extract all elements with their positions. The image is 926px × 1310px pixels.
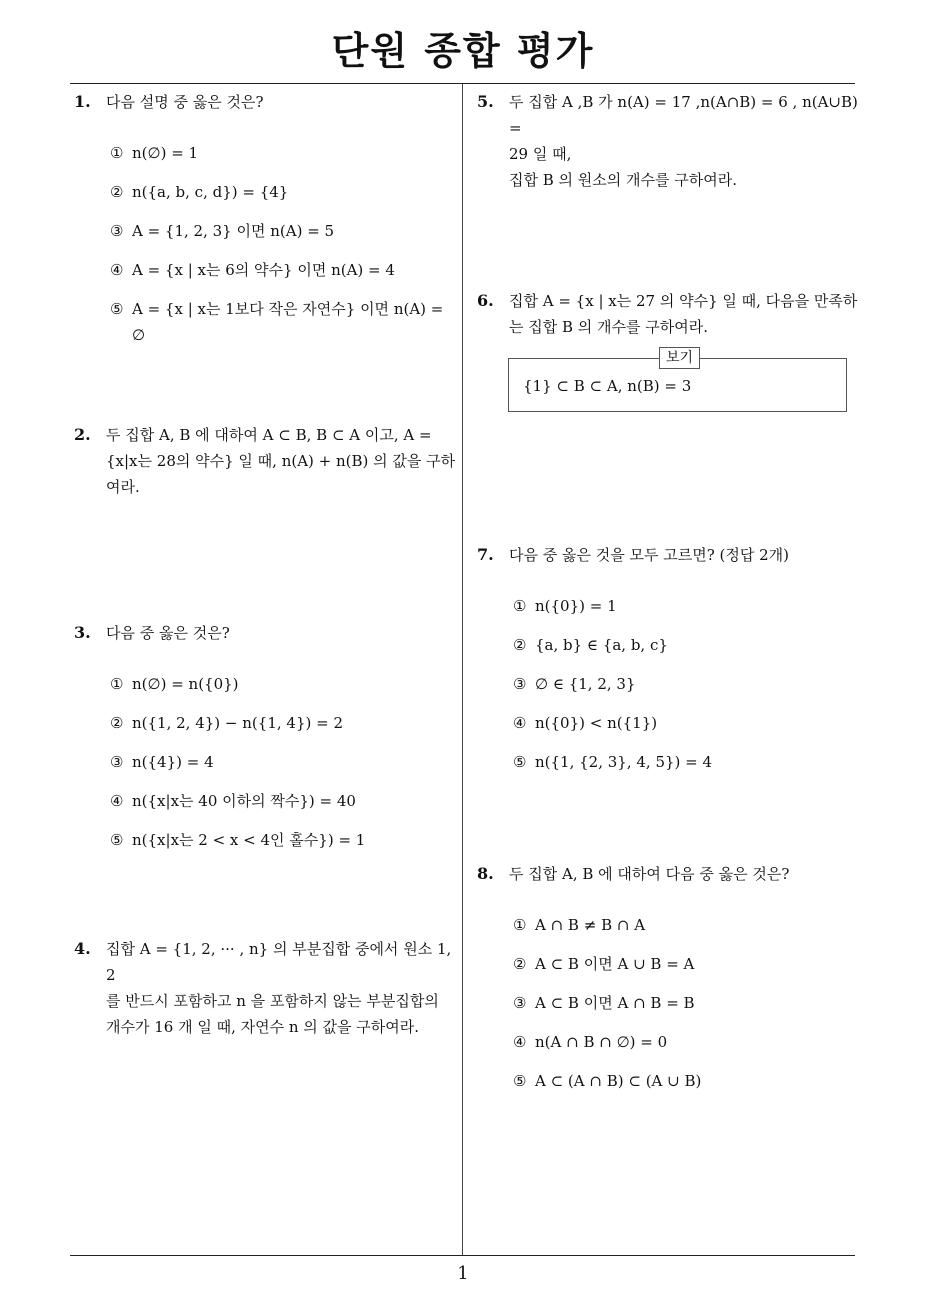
option-3[interactable] <box>110 749 456 775</box>
question-1 <box>74 89 456 348</box>
question-text <box>509 89 861 193</box>
question-line: 집합 A = {1, 2, ··· , n} 의 부분집합 중에서 원소 1, 2 <box>106 940 452 984</box>
option-text: n(∅) = 1 <box>132 144 199 162</box>
option-mark: ③ <box>513 994 527 1012</box>
option-text: ∅ ∈ {1, 2, 3} <box>535 675 636 693</box>
option-text: n(A ∩ B ∩ ∅) = 0 <box>535 1033 668 1051</box>
question-text: 두 집합 A, B 에 대하여 다음 중 옳은 것은? <box>509 865 790 883</box>
option-4[interactable] <box>110 257 456 283</box>
option-list <box>74 671 456 853</box>
option-1[interactable] <box>513 593 861 619</box>
option-2[interactable] <box>513 632 861 658</box>
option-mark: ① <box>513 916 527 934</box>
question-line: 는 집합 B 의 개수를 구하여라. <box>509 318 709 336</box>
option-text: n({x|x는 2 < x < 4인 홀수}) = 1 <box>132 831 366 849</box>
question-5 <box>477 89 861 193</box>
option-5[interactable] <box>110 296 456 348</box>
question-text <box>106 422 456 500</box>
option-mark: ④ <box>110 792 124 810</box>
option-4[interactable] <box>110 788 456 814</box>
question-text: 다음 설명 중 옳은 것은? <box>106 93 264 111</box>
question-line: 를 반드시 포함하고 n 을 포함하지 않는 부분집합의 <box>106 992 439 1010</box>
option-5[interactable] <box>513 1068 861 1094</box>
option-text: n({1, {2, 3}, 4, 5}) = 4 <box>535 753 713 771</box>
question-number: 4. <box>74 939 91 958</box>
question-line: 두 집합 A ,B 가 n(A) = 17 ,n(A∩B) = 6 , n(A∪B) = <box>509 93 858 137</box>
question-6 <box>477 288 861 340</box>
question-line: {x|x는 28의 약수} 일 때, n(A) + n(B) 의 값을 구하 <box>106 452 456 470</box>
question-number: 6. <box>477 291 494 310</box>
option-mark: ④ <box>513 1033 527 1051</box>
option-text: A = {x | x는 1보다 작은 자연수} 이면 n(A) = ∅ <box>132 300 444 344</box>
option-text: A = {1, 2, 3} 이면 n(A) = 5 <box>132 222 335 240</box>
option-5[interactable] <box>513 749 861 775</box>
question-number: 2. <box>74 425 91 444</box>
option-5[interactable] <box>110 827 456 853</box>
option-text: A ∩ B ≠ B ∩ A <box>535 916 646 934</box>
option-text: A ⊂ B 이면 A ∩ B = B <box>535 994 695 1012</box>
option-list <box>74 140 456 348</box>
option-text: A ⊂ B 이면 A ∪ B = A <box>535 955 695 973</box>
option-mark: ③ <box>110 222 124 240</box>
option-3[interactable] <box>513 671 861 697</box>
option-2[interactable] <box>513 951 861 977</box>
option-text: n({a, b, c, d}) = {4} <box>132 183 289 201</box>
option-mark: ① <box>513 597 527 615</box>
question-3 <box>74 620 456 853</box>
option-text: n({1, 2, 4}) − n({1, 4}) = 2 <box>132 714 343 732</box>
option-1[interactable] <box>110 140 456 166</box>
page-title: 단원 종합 평가 <box>331 29 595 73</box>
question-text <box>509 288 861 340</box>
option-mark: ② <box>110 183 124 201</box>
question-8 <box>477 861 861 1094</box>
option-mark: ④ <box>110 261 124 279</box>
question-line: 집합 B 의 원소의 개수를 구하여라. <box>509 171 738 189</box>
option-mark: ④ <box>513 714 527 732</box>
question-7 <box>477 542 861 775</box>
option-text: n({4}) = 4 <box>132 753 214 771</box>
option-3[interactable] <box>513 990 861 1016</box>
question-text: 다음 중 옳은 것을 모두 고르면? (정답 2개) <box>509 546 790 564</box>
option-mark: ⑤ <box>513 753 527 771</box>
example-box-content: {1} ⊂ B ⊂ A, n(B) = 3 <box>523 377 692 395</box>
option-text: {a, b} ∈ {a, b, c} <box>535 636 668 654</box>
option-list <box>477 593 861 775</box>
example-box <box>508 350 847 412</box>
option-text: n(∅) = n({0}) <box>132 675 239 693</box>
question-number: 8. <box>477 864 494 883</box>
question-text: 다음 중 옳은 것은? <box>106 624 230 642</box>
question-line: 여라. <box>106 478 140 496</box>
option-3[interactable] <box>110 218 456 244</box>
option-mark: ② <box>513 636 527 654</box>
option-mark: ② <box>110 714 124 732</box>
option-2[interactable] <box>110 179 456 205</box>
question-line: 두 집합 A, B 에 대하여 A ⊂ B, B ⊂ A 이고, A = <box>106 426 432 444</box>
option-mark: ③ <box>110 753 124 771</box>
option-mark: ⑤ <box>110 831 124 849</box>
option-list <box>477 912 861 1094</box>
question-number: 3. <box>74 623 91 642</box>
option-1[interactable] <box>513 912 861 938</box>
option-text: n({0}) < n({1}) <box>535 714 658 732</box>
option-mark: ⑤ <box>513 1072 527 1090</box>
option-mark: ⑤ <box>110 300 124 318</box>
question-text <box>106 936 456 1040</box>
question-number: 5. <box>477 92 494 111</box>
option-4[interactable] <box>513 710 861 736</box>
question-2 <box>74 422 456 500</box>
question-number: 7. <box>477 545 494 564</box>
question-line: 집합 A = {x | x는 27 의 약수} 일 때, 다음을 만족하 <box>509 292 858 310</box>
option-text: A = {x | x는 6의 약수} 이면 n(A) = 4 <box>132 261 395 279</box>
option-text: n({x|x는 40 이하의 짝수}) = 40 <box>132 792 356 810</box>
option-4[interactable] <box>513 1029 861 1055</box>
question-line: 개수가 16 개 일 때, 자연수 n 의 값을 구하여라. <box>106 1018 420 1036</box>
option-mark: ① <box>110 144 124 162</box>
option-mark: ② <box>513 955 527 973</box>
option-mark: ① <box>110 675 124 693</box>
bottom-rule <box>70 1255 855 1256</box>
option-text: n({0}) = 1 <box>535 597 617 615</box>
option-text: A ⊂ (A ∩ B) ⊂ (A ∪ B) <box>535 1072 702 1090</box>
column-divider <box>462 84 463 1255</box>
option-2[interactable] <box>110 710 456 736</box>
question-line: 29 일 때, <box>509 145 572 163</box>
question-number: 1. <box>74 92 91 111</box>
option-1[interactable] <box>110 671 456 697</box>
option-mark: ③ <box>513 675 527 693</box>
question-4 <box>74 936 456 1040</box>
example-box-label: 보기 <box>659 347 700 369</box>
page-number: 1 <box>457 1263 469 1284</box>
